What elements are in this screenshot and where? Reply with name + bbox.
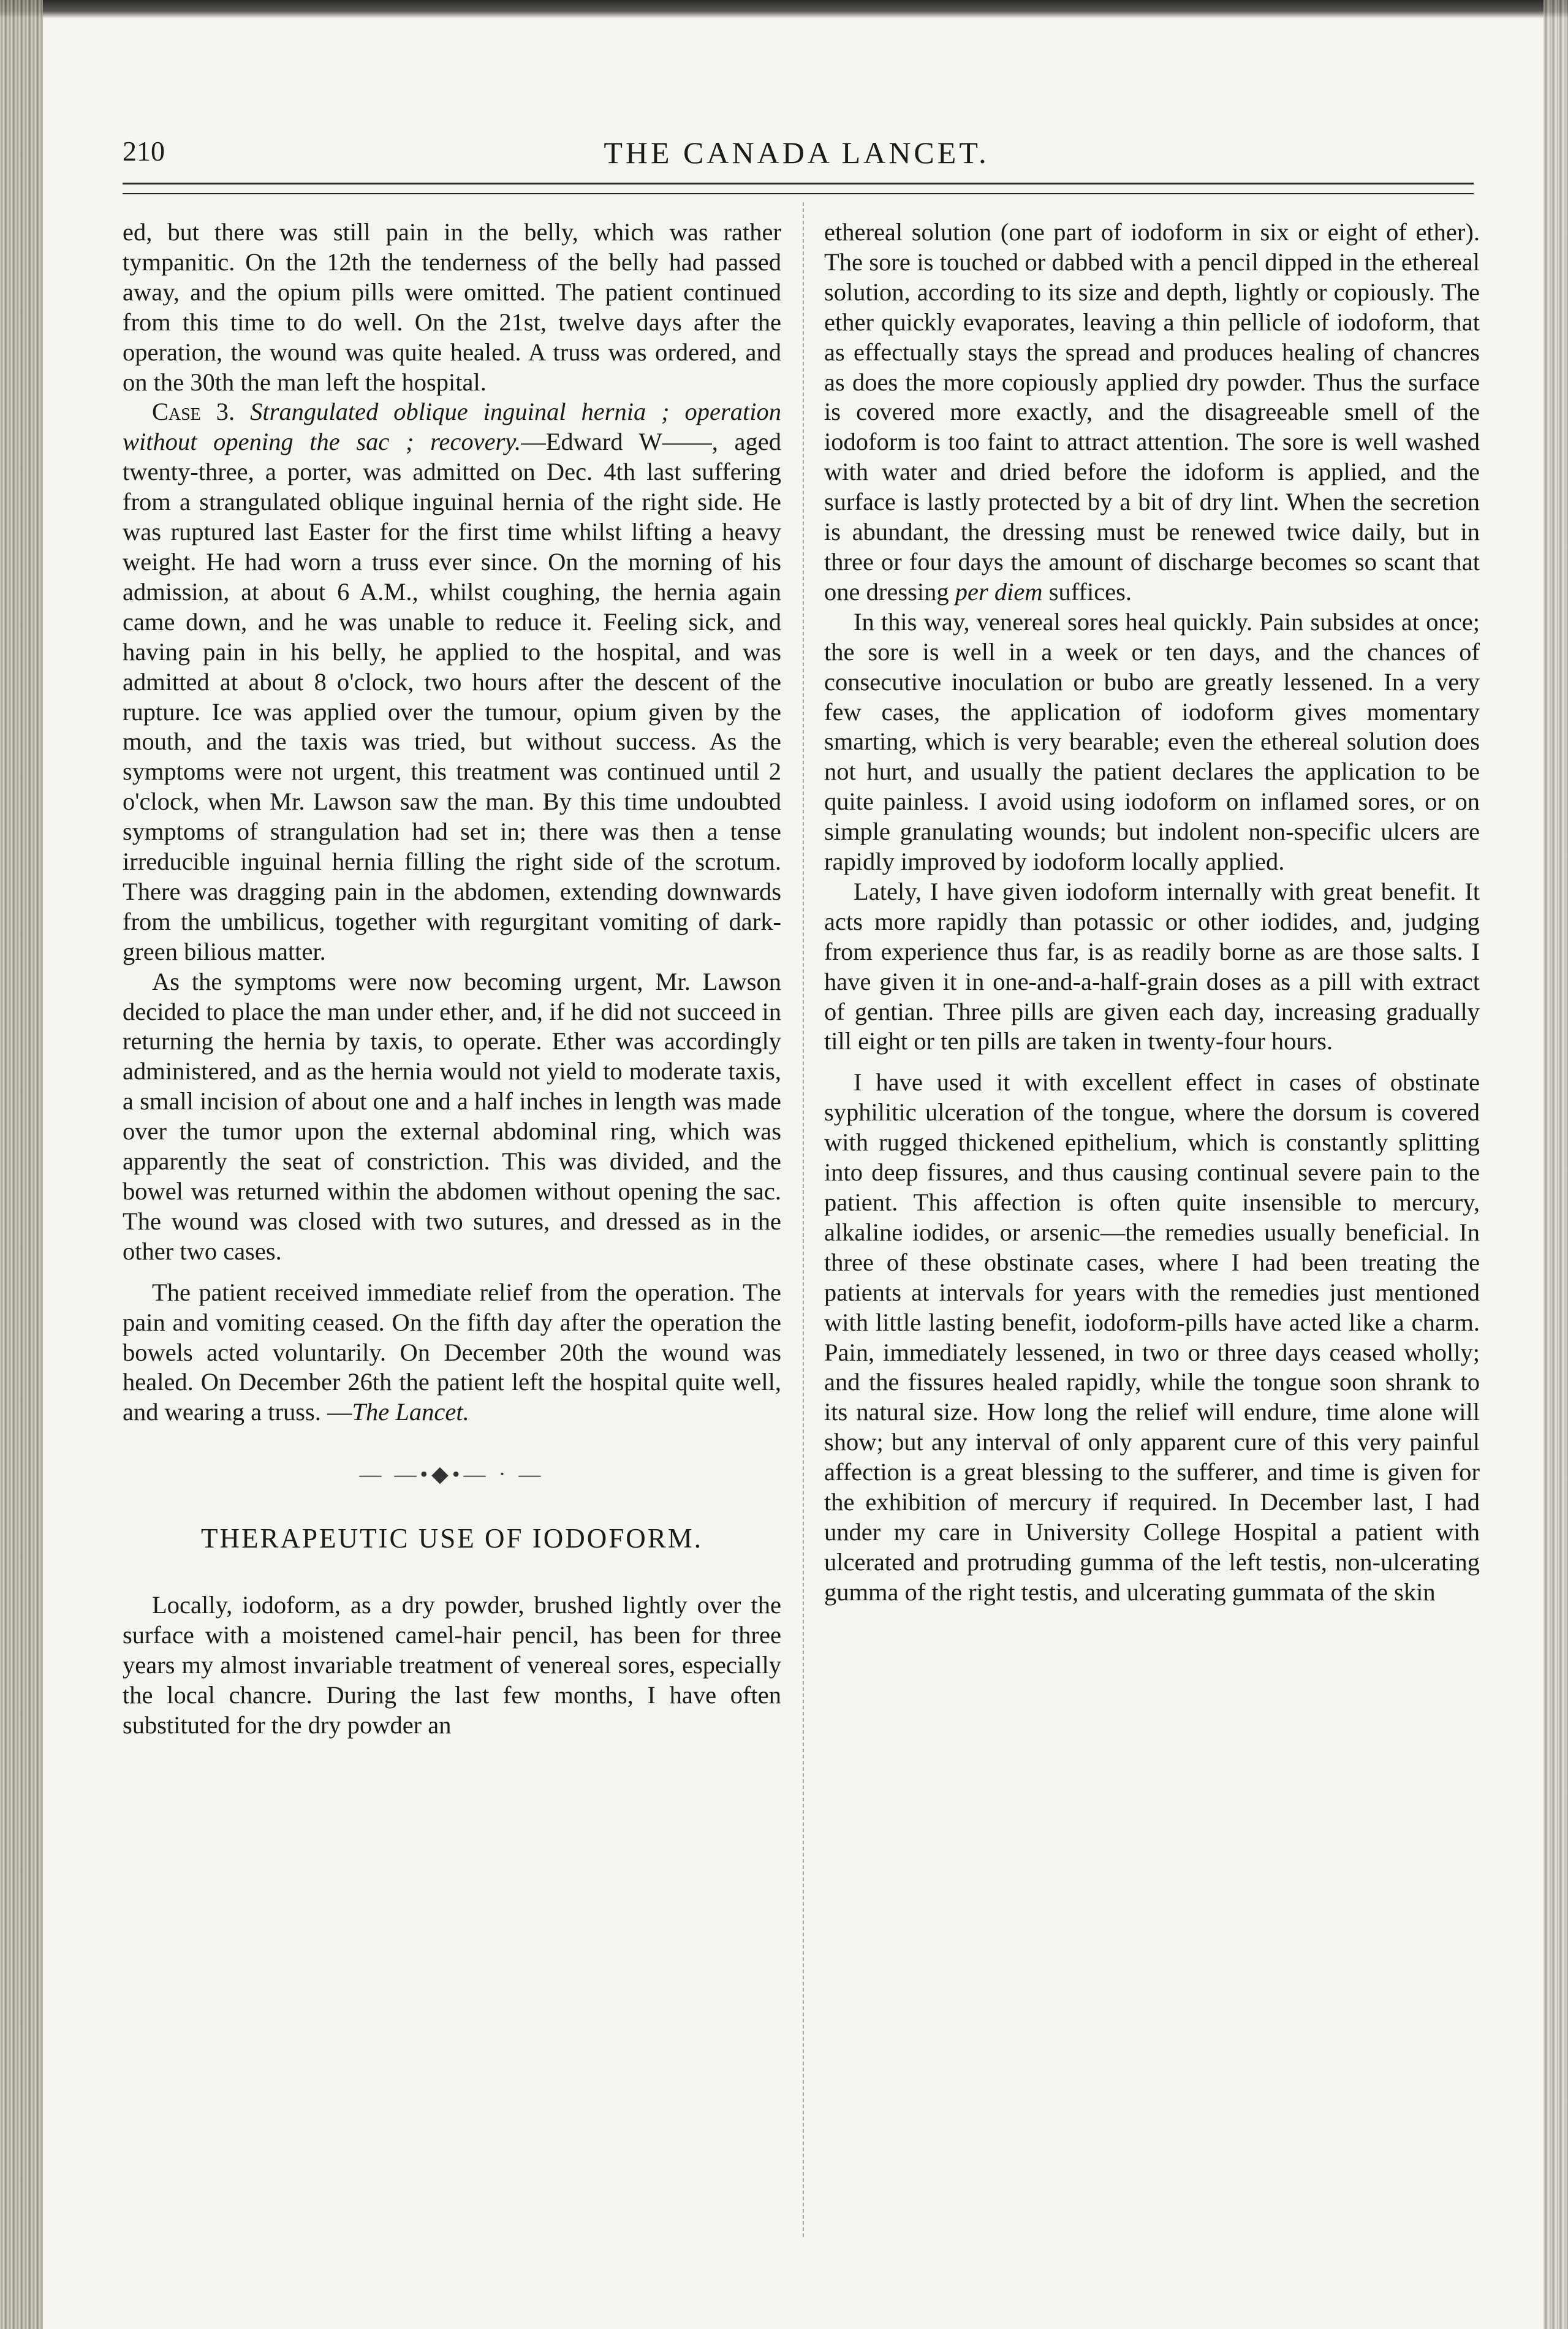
paragraph: In this way, venereal sores heal quickly. Pain subsides at once; the sore is well in a week or ten days, and the chances of consecutive inoculation or bubo are greatly lessened. In a very few cases, the application of iodoform gives momentary smarting, which is very bearable; even the ethereal solution does not hurt, and usually the patient declares the application to be quite painless. I avoid using iodoform on inflamed sores, or on simple granulating wounds; but indolent non-specific ulcers are rapidly improved by iodoform locally applied.	[824, 607, 1480, 876]
journal-title: THE CANADA LANCET.	[604, 135, 990, 170]
left-column	[123, 218, 781, 1741]
paragraph-body: The patient received immediate relief from the operation. The pain and vomiting ceased. On the fifth day after the operation the bowels acted voluntarily. On December 20th the wound was healed. On December 26th the patient left the hospital quite well, and wearing a truss. —	[123, 1278, 781, 1426]
column-divider	[803, 202, 804, 2237]
paragraph: I have used it with excellent effect in cases of obstinate syphilitic ulceration of the tongue, where the dorsum is covered with rugged thickened epithelium, which is constantly splitting into deep fissures, and thus causing continual severe pain to the patient. This affection is often quite insensible to mercury, alkaline iodides, or arsenic—the remedies usually beneficial. In three of these obstinate cases, where I had been treating the patients at intervals for years with the remedies just mentioned with little lasting benefit, iodoform-pills have acted like a charm. Pain, immediately lessened, in two or three days ceased wholly; and the fissures healed rapidly, while the tongue soon shrank to its natural size. How long the relief will endure, time alone will show; but any interval of only apparent cure of this very painful affection is a great blessing to the sufferer, and time is given for the exhibition of mercury if required. In December last, I had under my care in University College Hospital a patient with ulcerated and protruding gumma of the left testis, non-ulcerating gumma of the right testis, and ulcerating gummata of the skin	[824, 1068, 1480, 1606]
scan-top-edge	[0, 0, 1568, 18]
page-number: 210	[123, 135, 165, 167]
right-column	[824, 218, 1480, 1608]
case-paragraph	[123, 397, 781, 967]
paragraph	[824, 218, 1480, 607]
paragraph: Locally, iodoform, as a dry powder, brushed lightly over the surface with a moistened camel-hair pencil, has been for three years my almost invariable treatment of venereal sores, especially the local chancre. During the last few months, I have often substituted for the dry powder an	[123, 1591, 781, 1739]
paragraph	[123, 1278, 781, 1428]
case-title: Strangulated oblique inguinal hernia ; operation without opening the sac ; recovery.	[123, 398, 782, 456]
section-ornament: — —•◆•— · —	[359, 1462, 545, 1487]
paragraph: ed, but there was still pain in the belly, which was rather tympanitic. On the 12th the tenderness of the belly had passed away, and the opium pills were omitted. The patient continued from this time to do well. On the 21st, twelve days after the operation, the wound was quite healed. A truss was ordered, and on the 30th the man left the hospital.	[123, 218, 781, 396]
scan-binding-edge	[0, 0, 43, 2329]
scan-page-edge	[1543, 0, 1568, 2329]
case-body: —Edward W——, aged twenty-three, a porter, was admitted on Dec. 4th last suffering from a strangulated oblique inguinal hernia of the right side. He was ruptured last Easter for the first time whilst lifting a heavy weight. He had worn a truss ever since. On the morning of his admission, at about 6 A.M., whilst coughing, the hernia again came down, and he was unable to reduce it. Feeling sick, and having pain in his belly, he applied to the hospital, and was admitted at about 8 o'clock, two hours after the descent of the rupture. Ice was applied over the tumour, opium given by the mouth, and the taxis was tried, but without success. As the symptoms were not urgent, this treatment was continued until 2 o'clock, when Mr. Lawson saw the man. By this time undoubted symptoms of strangulation had set in; there was then a tense irreducible inguinal hernia filling the right side of the scrotum. There was dragging pain in the abdomen, extending downwards from the umbilicus, together with regurgitant vomiting of dark-green bilious matter.	[123, 428, 781, 965]
paragraph-body: ethereal solution (one part of iodoform in six or eight of ether). The sore is touched or dabbed with a pencil dipped in the ethereal solution, according to its size and depth, lightly or copiously. The ether quickly evaporates, leaving a thin pellicle of iodoform, that as effectually stays the spread and produces healing of chancres as does the more copiously applied dry powder. Thus the surface is covered more exactly, and the disagreeable smell of the iodoform is too faint to attract attention. The sore is well washed with water and dried before the idoform is applied, and the surface is lastly protected by a bit of dry lint. When the secretion is abundant, the dressing must be renewed twice daily, but in three or four days the amount of discharge becomes so scant that one dressing	[824, 218, 1480, 606]
paragraph: Lately, I have given iodoform internally with great benefit. It acts more rapidly than potassic or other iodides, and, judging from experience thus far, is as readily borne as are those salts. I have given it in one-and-a-half-grain doses as a pill with extract of gentian. Three pills are given each day, increasing gradually till eight or ten pills are taken in twenty-four hours.	[824, 877, 1480, 1055]
section-title: THERAPEUTIC USE OF IODOFORM.	[200, 1523, 703, 1554]
header-rule	[123, 183, 1474, 194]
case-label: Case 3.	[152, 398, 235, 426]
paragraph: As the symptoms were now becoming urgent, Mr. Lawson decided to place the man under ether, and, if he did not succeed in returning the hernia by taxis, to operate. Ether was accordingly administered, and as the hernia would not yield to moderate taxis, a small incision of about one and a half inches in length was made over the tumor upon the external abdominal ring, which was apparently the seat of constriction. This was divided, and the bowel was returned within the abdomen without opening the sac. The wound was closed with two sutures, and dressed as in the other two cases.	[123, 967, 781, 1265]
paragraph-end: suffices.	[1048, 577, 1132, 606]
page-header	[123, 129, 1471, 184]
source-citation: The Lancet.	[352, 1398, 469, 1426]
latin-phrase: per diem	[955, 577, 1043, 606]
